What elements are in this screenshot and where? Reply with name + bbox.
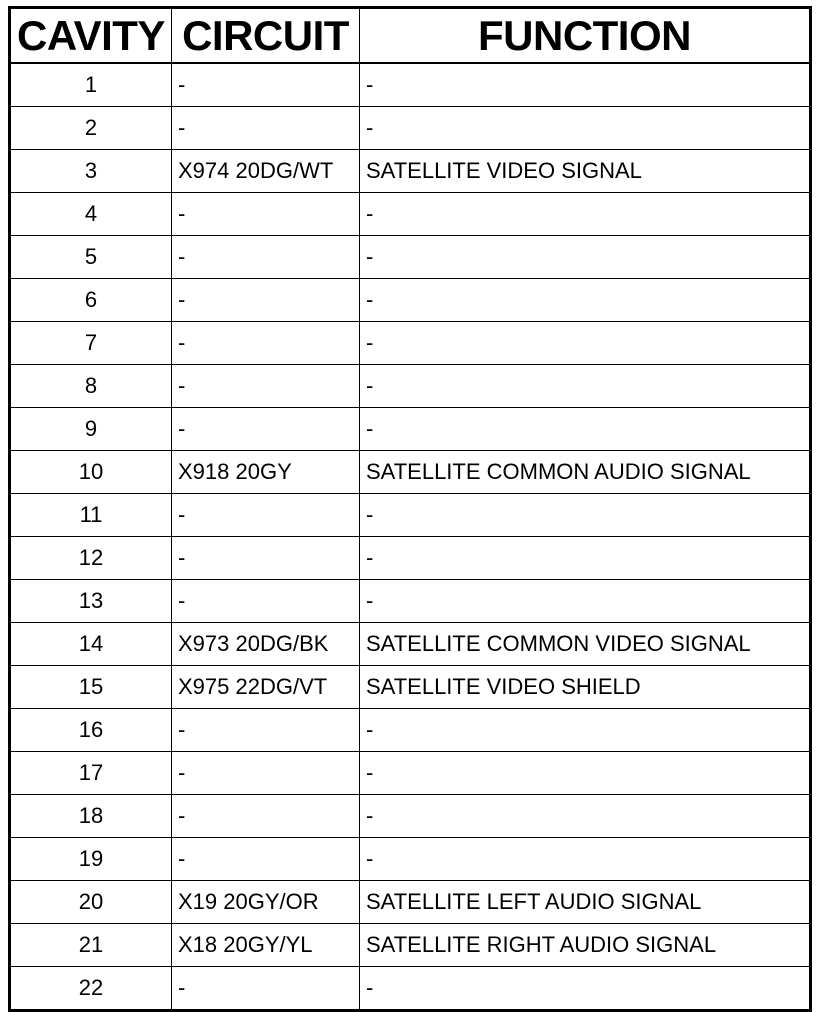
table-row bbox=[10, 365, 811, 408]
cavity-cell: 3 bbox=[10, 150, 172, 193]
function-cell: - bbox=[360, 322, 811, 365]
cavity-cell: 18 bbox=[10, 795, 172, 838]
function-cell: - bbox=[360, 709, 811, 752]
circuit-cell: - bbox=[172, 752, 360, 795]
header-cavity: CAVITY bbox=[10, 8, 172, 64]
circuit-cell: X975 22DG/VT bbox=[172, 666, 360, 709]
cavity-cell: 7 bbox=[10, 322, 172, 365]
table-header bbox=[10, 8, 811, 64]
connector-pinout-table bbox=[8, 6, 812, 1012]
cavity-cell: 5 bbox=[10, 236, 172, 279]
cavity-cell: 22 bbox=[10, 967, 172, 1011]
table-row bbox=[10, 63, 811, 107]
circuit-cell: - bbox=[172, 63, 360, 107]
header-row bbox=[10, 8, 811, 64]
table-row bbox=[10, 193, 811, 236]
function-cell: - bbox=[360, 193, 811, 236]
circuit-cell: - bbox=[172, 408, 360, 451]
function-cell: - bbox=[360, 967, 811, 1011]
table-row bbox=[10, 795, 811, 838]
circuit-cell: X918 20GY bbox=[172, 451, 360, 494]
cavity-cell: 17 bbox=[10, 752, 172, 795]
cavity-cell: 11 bbox=[10, 494, 172, 537]
circuit-cell: - bbox=[172, 838, 360, 881]
header-function: FUNCTION bbox=[360, 8, 811, 64]
cavity-cell: 16 bbox=[10, 709, 172, 752]
function-cell: - bbox=[360, 838, 811, 881]
function-cell: SATELLITE RIGHT AUDIO SIGNAL bbox=[360, 924, 811, 967]
circuit-cell: - bbox=[172, 795, 360, 838]
table-row bbox=[10, 494, 811, 537]
circuit-cell: - bbox=[172, 279, 360, 322]
function-cell: SATELLITE COMMON AUDIO SIGNAL bbox=[360, 451, 811, 494]
cavity-cell: 6 bbox=[10, 279, 172, 322]
function-cell: - bbox=[360, 365, 811, 408]
function-cell: - bbox=[360, 795, 811, 838]
function-cell: SATELLITE COMMON VIDEO SIGNAL bbox=[360, 623, 811, 666]
circuit-cell: X974 20DG/WT bbox=[172, 150, 360, 193]
cavity-cell: 20 bbox=[10, 881, 172, 924]
table-row bbox=[10, 924, 811, 967]
function-cell: SATELLITE LEFT AUDIO SIGNAL bbox=[360, 881, 811, 924]
function-cell: - bbox=[360, 580, 811, 623]
function-cell: - bbox=[360, 107, 811, 150]
cavity-cell: 15 bbox=[10, 666, 172, 709]
circuit-cell: X973 20DG/BK bbox=[172, 623, 360, 666]
cavity-cell: 19 bbox=[10, 838, 172, 881]
table-row bbox=[10, 236, 811, 279]
function-cell: - bbox=[360, 408, 811, 451]
cavity-cell: 2 bbox=[10, 107, 172, 150]
table-row bbox=[10, 279, 811, 322]
cavity-cell: 21 bbox=[10, 924, 172, 967]
circuit-cell: X19 20GY/OR bbox=[172, 881, 360, 924]
circuit-cell: - bbox=[172, 537, 360, 580]
table-row bbox=[10, 408, 811, 451]
cavity-cell: 1 bbox=[10, 63, 172, 107]
function-cell: SATELLITE VIDEO SHIELD bbox=[360, 666, 811, 709]
table-row bbox=[10, 967, 811, 1011]
cavity-cell: 4 bbox=[10, 193, 172, 236]
table-row bbox=[10, 580, 811, 623]
circuit-cell: - bbox=[172, 193, 360, 236]
circuit-cell: - bbox=[172, 709, 360, 752]
table-row bbox=[10, 881, 811, 924]
function-cell: - bbox=[360, 279, 811, 322]
circuit-cell: - bbox=[172, 236, 360, 279]
table-row bbox=[10, 623, 811, 666]
function-cell: - bbox=[360, 752, 811, 795]
cavity-cell: 8 bbox=[10, 365, 172, 408]
table-row bbox=[10, 752, 811, 795]
table-row bbox=[10, 150, 811, 193]
cavity-cell: 12 bbox=[10, 537, 172, 580]
circuit-cell: - bbox=[172, 580, 360, 623]
function-cell: SATELLITE VIDEO SIGNAL bbox=[360, 150, 811, 193]
circuit-cell: - bbox=[172, 322, 360, 365]
table-row bbox=[10, 107, 811, 150]
function-cell: - bbox=[360, 236, 811, 279]
function-cell: - bbox=[360, 63, 811, 107]
table-row bbox=[10, 451, 811, 494]
table-row bbox=[10, 666, 811, 709]
cavity-cell: 9 bbox=[10, 408, 172, 451]
circuit-cell: - bbox=[172, 365, 360, 408]
circuit-cell: X18 20GY/YL bbox=[172, 924, 360, 967]
function-cell: - bbox=[360, 537, 811, 580]
header-circuit: CIRCUIT bbox=[172, 8, 360, 64]
function-cell: - bbox=[360, 494, 811, 537]
table-row bbox=[10, 537, 811, 580]
cavity-cell: 10 bbox=[10, 451, 172, 494]
cavity-cell: 13 bbox=[10, 580, 172, 623]
cavity-cell: 14 bbox=[10, 623, 172, 666]
circuit-cell: - bbox=[172, 494, 360, 537]
circuit-cell: - bbox=[172, 967, 360, 1011]
table-row bbox=[10, 838, 811, 881]
table-row bbox=[10, 709, 811, 752]
table-body bbox=[10, 63, 811, 1011]
circuit-cell: - bbox=[172, 107, 360, 150]
table-row bbox=[10, 322, 811, 365]
